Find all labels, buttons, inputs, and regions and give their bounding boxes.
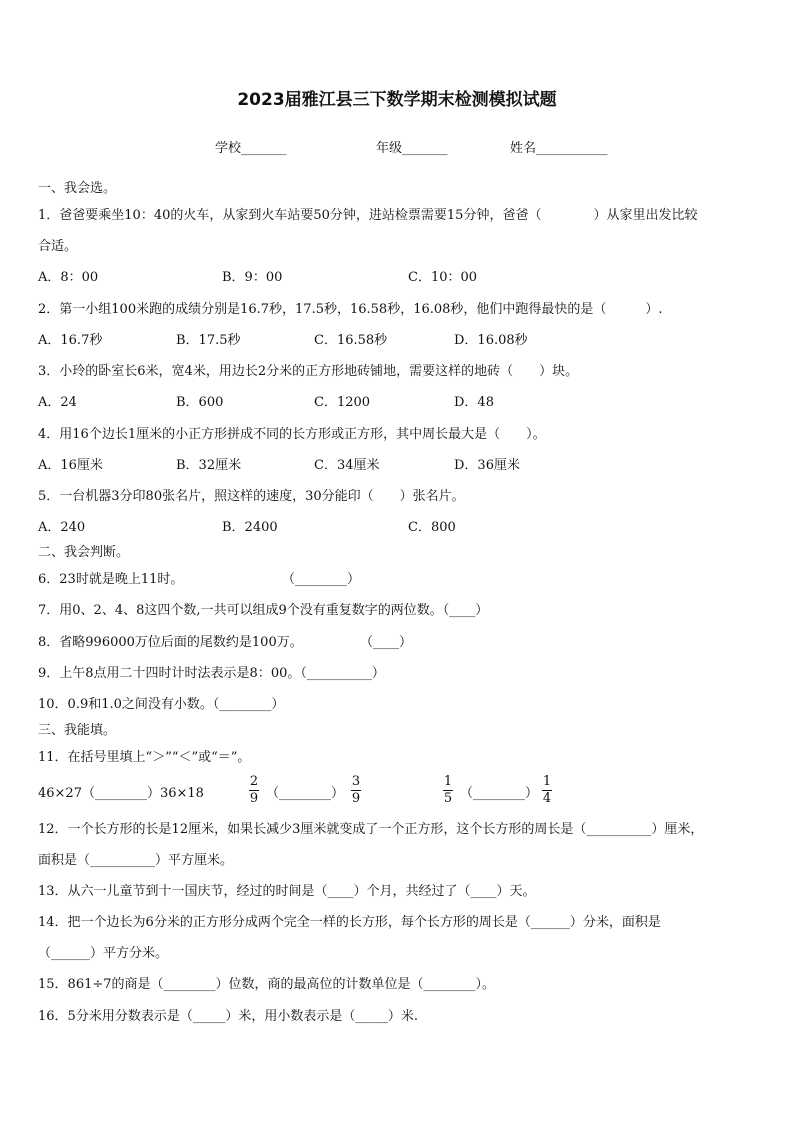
question-15: 15．861÷7的商是（________）位数，商的最高位的计数单位是（________）。 xyxy=(38,977,496,992)
fraction-denominator: 9 xyxy=(249,791,259,806)
question-1-line-2: 合适。 xyxy=(38,239,78,254)
question-6: 6．23时就是晚上11时。 xyxy=(38,572,184,587)
question-9: 9．上午8点用二十四时计时法表示是8：00。（__________） xyxy=(38,666,385,681)
question-6-blank: （________） xyxy=(282,572,361,587)
question-4-option-d: D．36厘米 xyxy=(454,458,520,473)
question-2-option-d: D．16.08秒 xyxy=(454,333,528,348)
fraction-one-fourth xyxy=(542,775,552,806)
question-4: 4．用16个边长1厘米的小正方形拼成不同的长方形或正方形，其中周长最大是（ ）。 xyxy=(38,427,546,442)
question-16: 16．5分米用分数表示是（_____）米，用小数表示是（_____）米. xyxy=(38,1009,418,1024)
question-1-line-1: 1．爸爸要乘坐10：40的火车，从家到火车站要50分钟，进站检票需要15分钟，爸爸（ ）从家里出发比较 xyxy=(38,208,698,223)
section-heading-choice: 一、我会选。 xyxy=(38,181,117,196)
question-4-option-b: B．32厘米 xyxy=(176,458,242,473)
question-2-option-a: A．16.7秒 xyxy=(38,333,103,348)
question-12-line-2: 面积是（__________）平方厘米。 xyxy=(38,853,234,868)
question-3: 3．小玲的卧室长6米，宽4米，用边长2分米的正方形地砖铺地，需要这样的地砖（ ）块。 xyxy=(38,364,579,379)
section-heading-judge: 二、我会判断。 xyxy=(38,545,130,560)
question-13: 13．从六一儿童节到十一国庆节，经过的时间是（____）个月，共经过了（____）天。 xyxy=(38,884,536,899)
fraction-two-ninths xyxy=(249,775,259,806)
question-11-blank-2: （________） xyxy=(266,786,345,801)
question-8-blank: （____） xyxy=(360,635,413,650)
question-1-option-a: A．8：00 xyxy=(38,270,99,285)
section-heading-fill: 三、我能填。 xyxy=(38,723,117,738)
fraction-numerator: 3 xyxy=(351,774,361,789)
question-5-option-a: A．240 xyxy=(38,520,86,535)
question-4-option-a: A．16厘米 xyxy=(38,458,103,473)
page-title: 2023届雅江县三下数学期末检测模拟试题 xyxy=(237,90,557,110)
question-7: 7．用0、2、4、8这四个数,一共可以组成9个没有重复数字的两位数。（____） xyxy=(38,603,489,618)
fraction-denominator: 9 xyxy=(351,791,361,806)
question-4-option-c: C．34厘米 xyxy=(314,458,380,473)
question-2-option-b: B．17.5秒 xyxy=(176,333,241,348)
question-11-blank-3: （________） xyxy=(460,786,539,801)
question-1-option-c: C．10：00 xyxy=(408,270,478,285)
question-2: 2．第一小组100米跑的成绩分别是16.7秒，17.5秒，16.58秒，16.08秒，他们中跑得最快的是（ ）. xyxy=(38,302,663,317)
fraction-numerator: 1 xyxy=(542,774,552,789)
name-field: 姓名___________ xyxy=(510,141,608,156)
question-3-option-c: C．1200 xyxy=(314,395,371,410)
question-5-option-b: B．2400 xyxy=(222,520,278,535)
question-8: 8．省略996000万位后面的尾数约是100万。 xyxy=(38,635,303,650)
question-14-line-1: 14．把一个边长为6分米的正方形分成两个完全一样的长方形，每个长方形的周长是（______）分米，面积是 xyxy=(38,915,661,930)
fraction-denominator: 4 xyxy=(542,791,552,806)
question-11-expression-1: 46×27（________）36×18 xyxy=(38,786,204,801)
question-1-option-b: B．9：00 xyxy=(222,270,283,285)
question-5-option-c: C．800 xyxy=(408,520,456,535)
grade-field: 年级_______ xyxy=(376,141,448,156)
question-3-option-b: B．600 xyxy=(176,395,224,410)
fraction-one-fifth xyxy=(443,775,453,806)
question-11: 11．在括号里填上“＞”“＜”或“＝”。 xyxy=(38,750,251,765)
question-12-line-1: 12．一个长方形的长是12厘米，如果长减少3厘米就变成了一个正方形，这个长方形的周长是（__________）厘米， xyxy=(38,822,704,837)
question-2-option-c: C．16.58秒 xyxy=(314,333,388,348)
question-14-line-2: （______）平方分米。 xyxy=(38,946,169,961)
fraction-denominator: 5 xyxy=(443,791,453,806)
question-3-option-d: D．48 xyxy=(454,395,494,410)
question-5: 5．一台机器3分印80张名片，照这样的速度，30分能印（ ）张名片。 xyxy=(38,489,465,504)
question-3-option-a: A．24 xyxy=(38,395,77,410)
school-field: 学校_______ xyxy=(215,141,287,156)
fraction-three-ninths xyxy=(351,775,361,806)
fraction-numerator: 2 xyxy=(249,774,259,789)
fraction-numerator: 1 xyxy=(443,774,453,789)
question-10: 10．0.9和1.0之间没有小数。（________） xyxy=(38,697,285,712)
